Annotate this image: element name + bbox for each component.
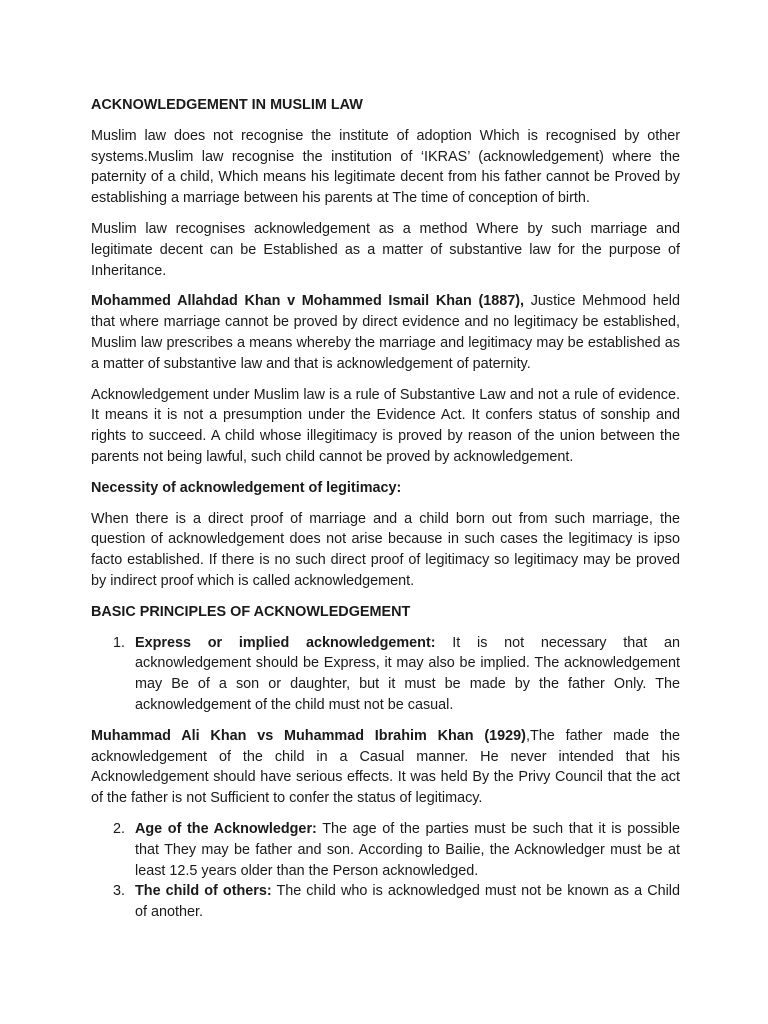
- list-item-text: The child who is acknowledged must not be known as a Child of another.: [135, 883, 680, 921]
- list-number: 3.: [113, 883, 126, 900]
- list-item-text: It is not necessary that an acknowledgement should be Express, it may also be implied. The acknowledgement may Be of a son or daughter, but it must be made by the father Only. The acknowledgement of the child must not be casual.: [135, 634, 680, 713]
- list-item-title: Express or implied acknowledgement:: [135, 634, 436, 651]
- document-title: ACKNOWLEDGEMENT IN MUSLIM LAW: [91, 97, 363, 113]
- principles-list-part1: [91, 633, 680, 716]
- list-item: [91, 633, 680, 716]
- list-number: 2.: [113, 820, 126, 837]
- list-item-title: Age of the Acknowledger:: [135, 820, 317, 837]
- paragraph-intro: Muslim law does not recognise the institute of adoption Which is recognised by other systems.Muslim law recognise the institution of ‘IKRAS’ (acknowledgement) where the paternity of a child, Which means his legitimate decent from his father cannot be Proved by establishing a marriage between his parents at The time of conception of birth.: [91, 127, 680, 207]
- list-item-text: The age of the parties must be such that it is possible that They may be father and son. According to Bailie, the Acknowledger must be at least 12.5 years older than the Person acknowledged.: [135, 820, 681, 879]
- heading-basic-principles: BASIC PRINCIPLES OF ACKNOWLEDGEMENT: [91, 603, 411, 620]
- heading-necessity: Necessity of acknowledgement of legitimacy:: [91, 479, 402, 496]
- list-item: [91, 819, 680, 881]
- list-item: [91, 881, 680, 923]
- case-text-allahdad: Justice Mehmood held that where marriage cannot be proved by direct evidence and no legitimacy be established, Muslim law prescribes a means whereby the marriage and legitimacy may be established as a matter of substantive law and that is acknowledgement of paternity.: [91, 293, 681, 372]
- principles-list-part2: [91, 819, 680, 923]
- list-number: 1.: [113, 634, 126, 651]
- paragraph-allahdad-case: [91, 291, 680, 374]
- paragraph-necessity: When there is a direct proof of marriage and a child born out from such marriage, the question of acknowledgement does not arise because in such cases the legitimacy is ipso facto established. If there is no such direct proof of legitimacy so legitimacy may be proved by indirect proof which is called acknowledgement.: [91, 510, 680, 589]
- paragraph-method: Muslim law recognises acknowledgement as a method Where by such marriage and legitimate decent can be Established as a matter of substantive law for the purpose of Inheritance.: [91, 220, 680, 279]
- case-text-ibrahim: ,The father made the acknowledgement of the child in a Casual manner. He never intended that his Acknowledgement should have serious effects. It was held By the Privy Council that the act of the father is not Sufficient to confer the status of legitimacy.: [91, 727, 680, 807]
- list-item-title: The child of others:: [135, 883, 272, 900]
- paragraph-substantive-law: Acknowledgement under Muslim law is a rule of Substantive Law and not a rule of evidence. It means it is not a presumption under the Evidence Act. It confers status of sonship and rights to succeed. A child whose illegitimacy is proved by reason of the union between the parents not being lawful, such child cannot be proved by acknowledgement.: [91, 386, 680, 465]
- paragraph-ibrahim-case: [91, 726, 680, 809]
- case-citation-allahdad: Mohammed Allahdad Khan v Mohammed Ismail Khan (1887),: [91, 293, 525, 310]
- case-citation-ibrahim: Muhammad Ali Khan vs Muhammad Ibrahim Khan (1929): [91, 727, 526, 744]
